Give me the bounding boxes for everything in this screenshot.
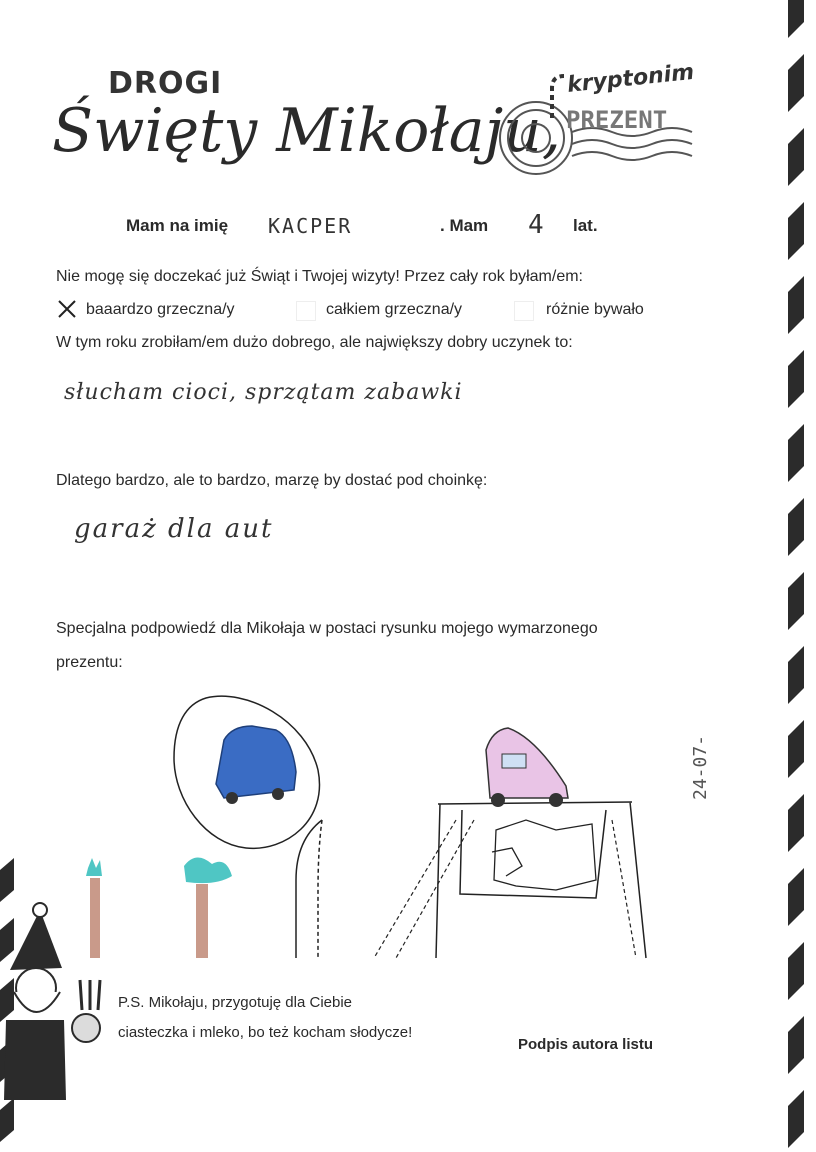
santa-hat-icon [10,910,62,970]
garage-inner-scribble [492,848,522,876]
blue-car-wheel-icon [226,792,238,804]
pink-car-wheel-icon [491,793,505,807]
drawing-ramp [296,820,322,958]
option-very-good-label: baaardzo grzeczna/y [86,301,235,318]
garage-road [374,820,474,958]
tree-right-icon [184,857,232,958]
santa-beard-icon [14,992,60,1012]
pink-car-icon [486,728,568,798]
child-drawing [56,680,696,960]
page-title: Święty Mikołaju, [52,96,561,166]
checkbox-varied[interactable] [514,301,534,321]
drawing-ramp-dashed [318,820,322,958]
header-drogi: DROGI [108,66,223,101]
checkbox-quite-good[interactable] [296,301,316,321]
option-quite-good-label: całkiem grzeczna/y [326,301,463,318]
good-deed-answer: słucham cioci, sprzątam zabawki [64,380,463,405]
cookie-icon [72,1014,100,1042]
garage-road-right [612,820,636,958]
pink-car-window-icon [502,754,526,768]
stamp-prezent-text: PREZENT [566,106,668,134]
date-stamp: 24-07- [690,734,711,800]
checkbox-very-good-checked[interactable] [58,300,76,318]
years-label: lat. [573,216,598,235]
wish-question: Dlatego bardzo, ale to bardzo, marzę by dostać pod choinkę: [56,472,488,489]
ps-line2: ciasteczka i mleko, bo też kocham słodycze! [118,1024,413,1041]
garage-inner-track [494,820,596,890]
signature-label: Podpis autora listu [518,1036,654,1053]
age-label: . Mam [440,216,489,235]
age-value: 4 [528,210,544,240]
candy-cane-icon [552,76,564,118]
blue-car-icon [216,726,296,798]
drawing-hint-line2: prezentu: [56,654,123,671]
kryptonim-stamp [486,58,722,188]
wish-answer: garaż dla aut [74,514,274,544]
santa-body-icon [4,1020,66,1100]
stamp-kryptonim-text: kryptonim [566,59,696,98]
blue-car-wheel-icon-2 [272,788,284,800]
drawing-hint-line1: Specjalna podpowiedź dla Mikołaja w postaci rysunku mojego wymarzonego [56,620,598,637]
good-deed-question: W tym roku zrobiłam/em dużo dobrego, ale największy dobry uczynek to: [56,334,573,351]
name-label: Mam na imię [126,216,229,235]
behaviour-question: Nie mogę się doczekać już Świąt i Twojej wizyty! Przez cały rok byłam/em: [56,268,583,285]
envelope-border-right [770,0,816,1152]
santa-illustration [0,900,110,1100]
pink-car-wheel-icon-2 [549,793,563,807]
ps-line1: P.S. Mikołaju, przygotuję dla Ciebie [118,994,353,1011]
option-varied-label: różnie bywało [546,301,644,318]
name-value: KACPER [268,214,353,238]
fork-icon [80,980,100,1010]
